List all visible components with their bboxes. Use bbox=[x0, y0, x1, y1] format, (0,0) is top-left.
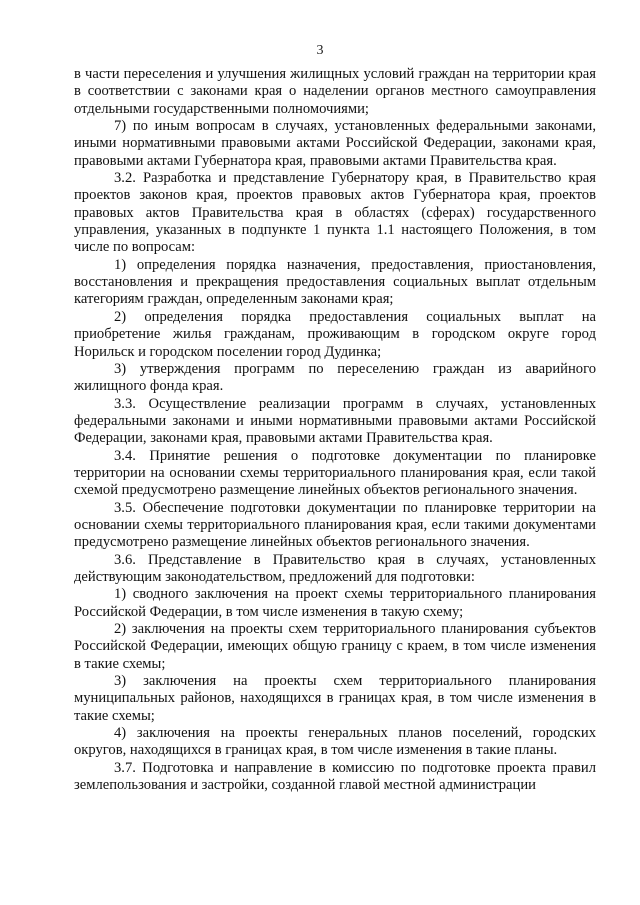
paragraph-3-2-item-1: 1) определения порядка назначения, предоставления, приостановления, восстановления и прекращения предоставления социальных выплат отдельным категориям граждан, определенным законами края; bbox=[74, 256, 596, 308]
paragraph-continuation: в части переселения и улучшения жилищных условий граждан на территории края в соответствии с законами края о наделении органов местного самоуправления отдельными государственными полномочиями; bbox=[74, 66, 596, 117]
paragraph-3-2-item-2: 2) определения порядка предоставления социальных выплат на приобретение жилья гражданам, проживающим в городском округе город Норильск и городском поселении город Дудинка; bbox=[74, 308, 596, 360]
paragraph-3-4: 3.4. Принятие решения о подготовке документации по планировке территории на основании схемы территориального планирования края, если такой схемой предусмотрено размещение линейных объектов регионального значения. bbox=[74, 447, 596, 499]
page-number: 3 bbox=[316, 43, 324, 58]
paragraph-3-3: 3.3. Осуществление реализации программ в случаях, установленных федеральными законами и иными нормативными правовыми актами Российской Федерации, законами края, правовыми актами Правительства края. bbox=[74, 395, 596, 447]
paragraph-3-6-item-3: 3) заключения на проекты схем территориального планирования муниципальных районов, находящихся в границах края, в том числе изменения в такие схемы; bbox=[74, 673, 596, 724]
paragraph-3-6: 3.6. Представление в Правительство края в случаях, установленных действующим законодательством, предложений для подготовки: bbox=[74, 551, 596, 585]
paragraph-3-6-item-2: 2) заключения на проекты схем территориального планирования субъектов Российской Федерации, имеющих общую границу с краем, в том числе изменения в такие схемы; bbox=[74, 621, 596, 672]
paragraph-3-6-item-4: 4) заключения на проекты генеральных планов поселений, городских округов, находящихся в границах края, в том числе изменения в такие планы. bbox=[74, 725, 596, 759]
paragraph-3-6-item-1: 1) сводного заключения на проект схемы территориального планирования Российской Федерации, в том числе изменения в такую схему; bbox=[74, 586, 596, 620]
paragraph-item-7: 7) по иным вопросам в случаях, установленных федеральными законами, иными нормативными правовыми актами Российской Федерации, законами края, правовыми актами Губернатора края, правовыми актами Правительства края. bbox=[74, 118, 596, 169]
paragraph-3-2: 3.2. Разработка и представление Губернатору края, в Правительство края проектов законов края, проектов правовых актов Губернатора края, проектов правовых актов Правительства края в областях (сферах) государственного управления, указанных в подпункте 1 пункта 1.1 настоящего Положения, в том числе по вопросам: bbox=[74, 170, 596, 256]
paragraph-3-7: 3.7. Подготовка и направление в комиссию по подготовке проекта правил землепользования и застройки, созданной главой местной администрации bbox=[74, 759, 596, 794]
paragraph-3-2-item-3: 3) утверждения программ по переселению граждан из аварийного жилищного фонда края. bbox=[74, 360, 596, 395]
document-body bbox=[74, 66, 596, 794]
paragraph-3-5: 3.5. Обеспечение подготовки документации по планировке территории на основании схемы территориального планирования края, если такими документами предусмотрено размещение линейных объектов регионального значения. bbox=[74, 499, 596, 551]
